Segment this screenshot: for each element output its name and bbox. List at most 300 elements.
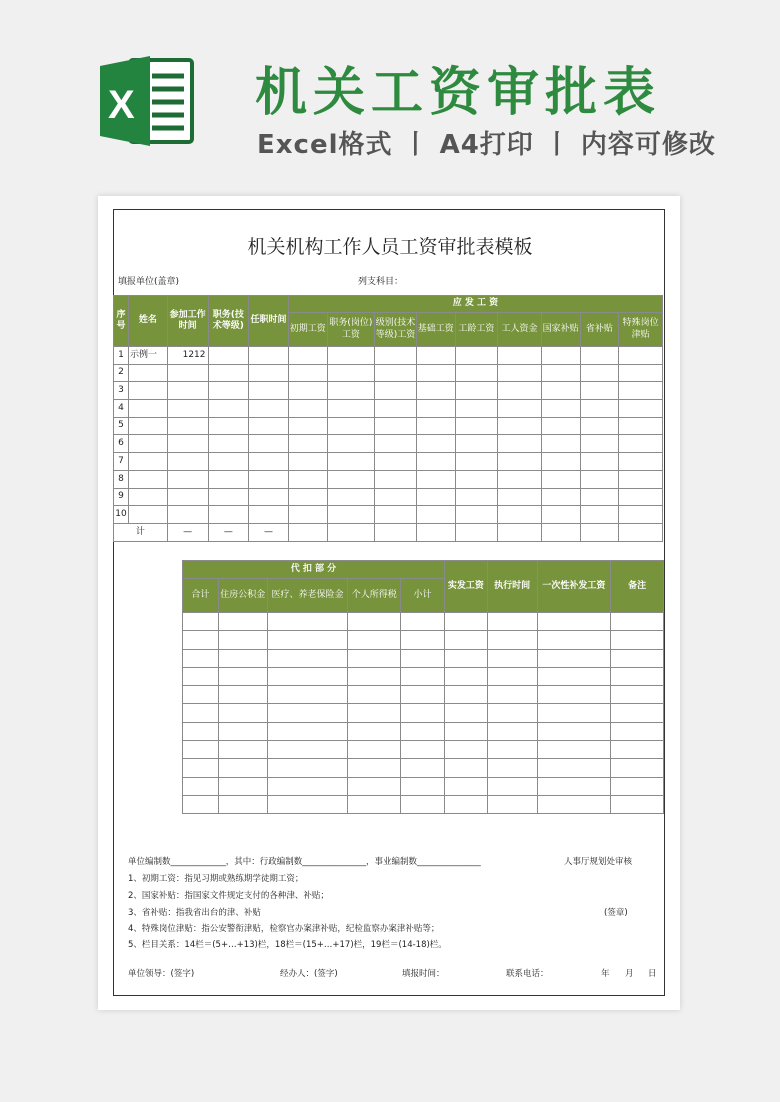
- table-cell: [348, 667, 401, 685]
- table-cell: [537, 631, 611, 649]
- fill-time-label: 填报时间：: [402, 969, 445, 979]
- table-cell: [208, 364, 249, 382]
- table-cell: [416, 488, 455, 506]
- table-cell: [375, 400, 417, 418]
- table-cell: [444, 759, 487, 777]
- col-income-tax: 个人所得税: [348, 579, 401, 613]
- table-cell: [183, 613, 219, 631]
- table-cell: [498, 417, 542, 435]
- month-label: 月: [625, 969, 634, 979]
- table-cell: [401, 741, 445, 759]
- col-name: 姓名: [128, 296, 167, 347]
- table-cell: [416, 364, 455, 382]
- banner-subtitle: Excel格式 丨 A4打印 丨 内容可修改: [257, 130, 716, 160]
- row-work-start: [167, 364, 208, 382]
- table-cell: [348, 777, 401, 795]
- table-cell: [541, 470, 580, 488]
- table-cell: [498, 400, 542, 418]
- table-cell: [537, 704, 611, 722]
- table-cell: [455, 435, 498, 453]
- note-line-5: 5、栏目关系：14栏＝(5+…+13)栏，18栏＝(15+…+17)栏，19栏＝(14-18)栏。: [128, 940, 447, 950]
- table-cell: [619, 417, 663, 435]
- table-cell: [375, 523, 417, 541]
- row-work-start: [167, 400, 208, 418]
- table-cell: [327, 488, 375, 506]
- table-cell: [487, 649, 537, 667]
- table-cell: [327, 435, 375, 453]
- table-row: [183, 722, 664, 740]
- table-cell: [455, 453, 498, 471]
- table-cell: [619, 347, 663, 365]
- row-work-start: [167, 453, 208, 471]
- table-cell: [218, 631, 267, 649]
- table-row: [183, 667, 664, 685]
- row-seq: 7: [114, 453, 129, 471]
- table-cell: [401, 795, 445, 813]
- table-cell: [288, 347, 327, 365]
- table-row: [114, 347, 663, 365]
- row-seq: 9: [114, 488, 129, 506]
- table-cell: [183, 631, 219, 649]
- table-cell: [375, 453, 417, 471]
- table-cell: [498, 435, 542, 453]
- table-cell: [611, 613, 664, 631]
- table-cell: [541, 382, 580, 400]
- logo-letter: X: [108, 83, 135, 127]
- table-cell: [416, 400, 455, 418]
- table-cell: [348, 722, 401, 740]
- table-row: [183, 777, 664, 795]
- table-cell: [218, 759, 267, 777]
- table-cell: [541, 453, 580, 471]
- table-cell: [401, 722, 445, 740]
- table-cell: [218, 686, 267, 704]
- table-cell: [218, 704, 267, 722]
- table-cell: [444, 649, 487, 667]
- table-cell: [487, 795, 537, 813]
- row-seq: 10: [114, 506, 129, 524]
- table-cell: [444, 722, 487, 740]
- table-cell: [416, 417, 455, 435]
- table-cell: [208, 470, 249, 488]
- table-cell: [580, 506, 619, 524]
- table-row: [183, 704, 664, 722]
- day-label: 日: [648, 969, 657, 979]
- sign-leader: 单位领导：(签字): [128, 969, 195, 979]
- table-cell: [288, 506, 327, 524]
- table-cell: [541, 417, 580, 435]
- table-cell: [401, 686, 445, 704]
- row-seq: 4: [114, 400, 129, 418]
- row-name: [128, 417, 167, 435]
- table-cell: [267, 631, 348, 649]
- excel-icon: [100, 56, 195, 146]
- row-seq: 2: [114, 364, 129, 382]
- table-cell: [288, 470, 327, 488]
- table-cell: [619, 470, 663, 488]
- table-cell: [416, 347, 455, 365]
- table-cell: [267, 613, 348, 631]
- col-actual-pay: 实发工资: [444, 561, 487, 613]
- table-cell: [218, 741, 267, 759]
- table-cell: [455, 523, 498, 541]
- table-cell: [611, 631, 664, 649]
- table-cell: [183, 667, 219, 685]
- table-cell: [416, 435, 455, 453]
- row-name: [128, 435, 167, 453]
- table-row: [183, 759, 664, 777]
- table-cell: [455, 400, 498, 418]
- col-remark: 备注: [611, 561, 664, 613]
- table-cell: [455, 382, 498, 400]
- row-work-start: [167, 382, 208, 400]
- table-cell: [288, 382, 327, 400]
- row-seq: 3: [114, 382, 129, 400]
- table-cell: [249, 364, 289, 382]
- group-payable-salary: 应 发 工 资: [288, 296, 662, 313]
- table-cell: [611, 759, 664, 777]
- total-label: 计: [114, 523, 168, 541]
- col-post-salary: 职务(岗位)工资: [327, 313, 375, 347]
- table-cell: [183, 722, 219, 740]
- table-cell: [487, 631, 537, 649]
- table-cell: [541, 400, 580, 418]
- table-cell: [327, 347, 375, 365]
- row-seq: 5: [114, 417, 129, 435]
- table-cell: [611, 722, 664, 740]
- table-cell: [541, 506, 580, 524]
- phone-label: 联系电话：: [506, 969, 549, 979]
- table-cell: [208, 506, 249, 524]
- row-name: [128, 453, 167, 471]
- table-cell: [401, 704, 445, 722]
- table-row: [183, 686, 664, 704]
- table-cell: [375, 488, 417, 506]
- table-cell: [444, 613, 487, 631]
- table-cell: [375, 417, 417, 435]
- table-cell: [487, 667, 537, 685]
- table-row: [183, 613, 664, 631]
- table-cell: [611, 649, 664, 667]
- note-line-3: 3、省补贴：指我省出台的津、补贴: [128, 908, 261, 918]
- table-cell: [267, 759, 348, 777]
- table-cell: [249, 417, 289, 435]
- table-cell: [288, 400, 327, 418]
- row-work-start: [167, 506, 208, 524]
- table-cell: [267, 741, 348, 759]
- col-subtotal: 小计: [401, 579, 445, 613]
- table-cell: [249, 347, 289, 365]
- table-cell: [416, 523, 455, 541]
- table-cell: [619, 523, 663, 541]
- table-cell: [580, 435, 619, 453]
- table-cell: [249, 382, 289, 400]
- table-cell: [208, 453, 249, 471]
- table-cell: [537, 741, 611, 759]
- col-base-salary: 基础工资: [416, 313, 455, 347]
- table-cell: [183, 704, 219, 722]
- table-cell: [348, 704, 401, 722]
- table-cell: [183, 686, 219, 704]
- col-lump-sum: 一次性补发工资: [537, 561, 611, 613]
- col-worker-fund: 工人资金: [498, 313, 542, 347]
- table-cell: [288, 417, 327, 435]
- table-cell: [444, 686, 487, 704]
- table-cell: [401, 777, 445, 795]
- table-cell: [208, 347, 249, 365]
- table-cell: [183, 795, 219, 813]
- sign-handler: 经办人：(签字): [280, 969, 338, 979]
- table-cell: [498, 506, 542, 524]
- table-cell: [498, 382, 542, 400]
- table-cell: [327, 382, 375, 400]
- row-name: [128, 382, 167, 400]
- table-cell: [327, 400, 375, 418]
- table-cell: [183, 777, 219, 795]
- table-cell: [498, 488, 542, 506]
- note-line-1: 1、初期工资：指见习期或熟练期学徒期工资；: [128, 874, 304, 884]
- table-cell: [498, 364, 542, 382]
- table-cell: [348, 631, 401, 649]
- table-cell: [487, 704, 537, 722]
- table-cell: [267, 795, 348, 813]
- table-cell: [401, 759, 445, 777]
- table-cell: [348, 759, 401, 777]
- col-initial-salary: 初期工资: [288, 313, 327, 347]
- table-cell: [498, 470, 542, 488]
- table-cell: [611, 795, 664, 813]
- note-line-2: 2、国家补贴：指国家文件规定支付的各种津、补贴；: [128, 891, 329, 901]
- table-row: [183, 649, 664, 667]
- table-row: [114, 400, 663, 418]
- table-cell: [327, 523, 375, 541]
- table-row: [183, 741, 664, 759]
- col-special-allowance: 特殊岗位津贴: [619, 313, 663, 347]
- table-cell: [537, 667, 611, 685]
- table-cell: [267, 667, 348, 685]
- table-cell: [375, 347, 417, 365]
- table-cell: [327, 453, 375, 471]
- col-grade-salary: 级别(技术等级)工资: [375, 313, 417, 347]
- table-cell: [375, 382, 417, 400]
- table-cell: [218, 667, 267, 685]
- table-cell: [580, 382, 619, 400]
- col-position: 职务(技术等级): [208, 296, 249, 347]
- table-cell: [619, 364, 663, 382]
- table-cell: [498, 347, 542, 365]
- year-label: 年: [601, 969, 610, 979]
- table-cell: [416, 382, 455, 400]
- col-seq: 序号: [114, 296, 129, 347]
- table-cell: [183, 741, 219, 759]
- table-cell: [611, 686, 664, 704]
- banner: [0, 0, 780, 185]
- table-cell: [416, 453, 455, 471]
- table-row: [183, 631, 664, 649]
- table-cell: [455, 506, 498, 524]
- table-cell: [580, 523, 619, 541]
- table-cell: [218, 649, 267, 667]
- table-cell: [208, 417, 249, 435]
- table-cell: [444, 777, 487, 795]
- note-line-4: 4、特殊岗位津贴：指公安警衔津贴，检察官办案津补贴，纪检监察办案津补贴等；: [128, 924, 440, 934]
- table-cell: [619, 488, 663, 506]
- table-cell: [541, 347, 580, 365]
- table-cell: [208, 382, 249, 400]
- table-cell: [267, 777, 348, 795]
- deduction-table: [182, 560, 664, 814]
- table-cell: [375, 470, 417, 488]
- table-cell: [611, 741, 664, 759]
- table-cell: [249, 400, 289, 418]
- table-cell: [267, 686, 348, 704]
- table-cell: [444, 795, 487, 813]
- table-cell: [267, 722, 348, 740]
- table-row: [114, 382, 663, 400]
- table-cell: [444, 741, 487, 759]
- document-title: 机关机构工作人员工资审批表模板: [247, 236, 533, 258]
- table-cell: [267, 704, 348, 722]
- table-cell: [327, 506, 375, 524]
- seal-label: (签章): [604, 908, 628, 918]
- table-row: [183, 795, 664, 813]
- payable-salary-table: [113, 295, 663, 542]
- row-name: [128, 488, 167, 506]
- col-province-subsidy: 省补贴: [580, 313, 619, 347]
- table-cell: [498, 523, 542, 541]
- table-cell: [619, 435, 663, 453]
- table-cell: [218, 722, 267, 740]
- table-cell: [249, 435, 289, 453]
- table-cell: [288, 523, 327, 541]
- table-cell: [537, 759, 611, 777]
- table-cell: [619, 382, 663, 400]
- table-cell: [455, 347, 498, 365]
- table-row: [114, 488, 663, 506]
- table-cell: [288, 453, 327, 471]
- table-row: [114, 470, 663, 488]
- table-cell: [455, 470, 498, 488]
- table-cell: [401, 613, 445, 631]
- row-name: [128, 506, 167, 524]
- row-name: [128, 364, 167, 382]
- expense-subject-label: 列支科目：: [358, 277, 404, 287]
- table-cell: [401, 649, 445, 667]
- table-cell: [541, 364, 580, 382]
- table-cell: [619, 400, 663, 418]
- table-cell: [249, 488, 289, 506]
- total-dash: —: [167, 523, 208, 541]
- table-cell: [249, 453, 289, 471]
- table-row: [114, 364, 663, 382]
- table-cell: [348, 613, 401, 631]
- table-cell: [487, 686, 537, 704]
- row-seq: 8: [114, 470, 129, 488]
- table-cell: [401, 631, 445, 649]
- table-cell: [541, 488, 580, 506]
- col-work-start: 参加工作时间: [167, 296, 208, 347]
- row-work-start: [167, 417, 208, 435]
- total-row: [114, 523, 663, 541]
- table-row: [114, 417, 663, 435]
- table-row: [114, 453, 663, 471]
- table-cell: [288, 488, 327, 506]
- table-cell: [444, 631, 487, 649]
- row-work-start: [167, 488, 208, 506]
- col-national-subsidy: 国家补贴: [541, 313, 580, 347]
- table-cell: [537, 686, 611, 704]
- table-cell: [619, 506, 663, 524]
- table-cell: [444, 667, 487, 685]
- table-cell: [487, 777, 537, 795]
- row-seq: 1: [114, 347, 129, 365]
- table-cell: [580, 417, 619, 435]
- table-cell: [580, 453, 619, 471]
- table-cell: [218, 795, 267, 813]
- banner-title: 机关工资审批表: [255, 63, 662, 123]
- table-cell: [580, 400, 619, 418]
- table-cell: [183, 649, 219, 667]
- table-cell: [208, 488, 249, 506]
- col-housing-fund: 住房公积金: [218, 579, 267, 613]
- table-cell: [498, 453, 542, 471]
- col-insurance: 医疗、养老保险金: [267, 579, 348, 613]
- table-cell: [218, 613, 267, 631]
- row-name: 示例一: [128, 347, 167, 365]
- table-row: [114, 506, 663, 524]
- table-cell: [288, 435, 327, 453]
- table-cell: [487, 759, 537, 777]
- table-cell: [444, 704, 487, 722]
- table-cell: [580, 364, 619, 382]
- table-cell: [218, 777, 267, 795]
- table-cell: [580, 470, 619, 488]
- table-cell: [288, 364, 327, 382]
- row-seq: 6: [114, 435, 129, 453]
- table-cell: [327, 417, 375, 435]
- table-cell: [348, 649, 401, 667]
- total-dash: —: [208, 523, 249, 541]
- table-cell: [208, 435, 249, 453]
- table-cell: [541, 435, 580, 453]
- table-cell: [375, 506, 417, 524]
- table-cell: [416, 506, 455, 524]
- table-cell: [537, 613, 611, 631]
- table-cell: [375, 364, 417, 382]
- table-cell: [208, 400, 249, 418]
- table-cell: [327, 364, 375, 382]
- document-page: [98, 196, 680, 1010]
- table-cell: [537, 649, 611, 667]
- table-cell: [619, 453, 663, 471]
- table-cell: [249, 506, 289, 524]
- table-cell: [375, 435, 417, 453]
- table-cell: [455, 364, 498, 382]
- row-name: [128, 470, 167, 488]
- table-cell: [401, 667, 445, 685]
- staffing-line: 单位编制数_____________，其中：行政编制数_______________，事业编制数_______________: [128, 857, 481, 867]
- table-cell: [537, 795, 611, 813]
- table-cell: [183, 759, 219, 777]
- fill-unit-label: 填报单位(盖章): [118, 277, 180, 287]
- col-deduction-total: 合计: [183, 579, 219, 613]
- table-cell: [416, 470, 455, 488]
- table-cell: [611, 704, 664, 722]
- row-work-start: 1212: [167, 347, 208, 365]
- table-row: [114, 435, 663, 453]
- table-cell: [455, 488, 498, 506]
- table-cell: [327, 470, 375, 488]
